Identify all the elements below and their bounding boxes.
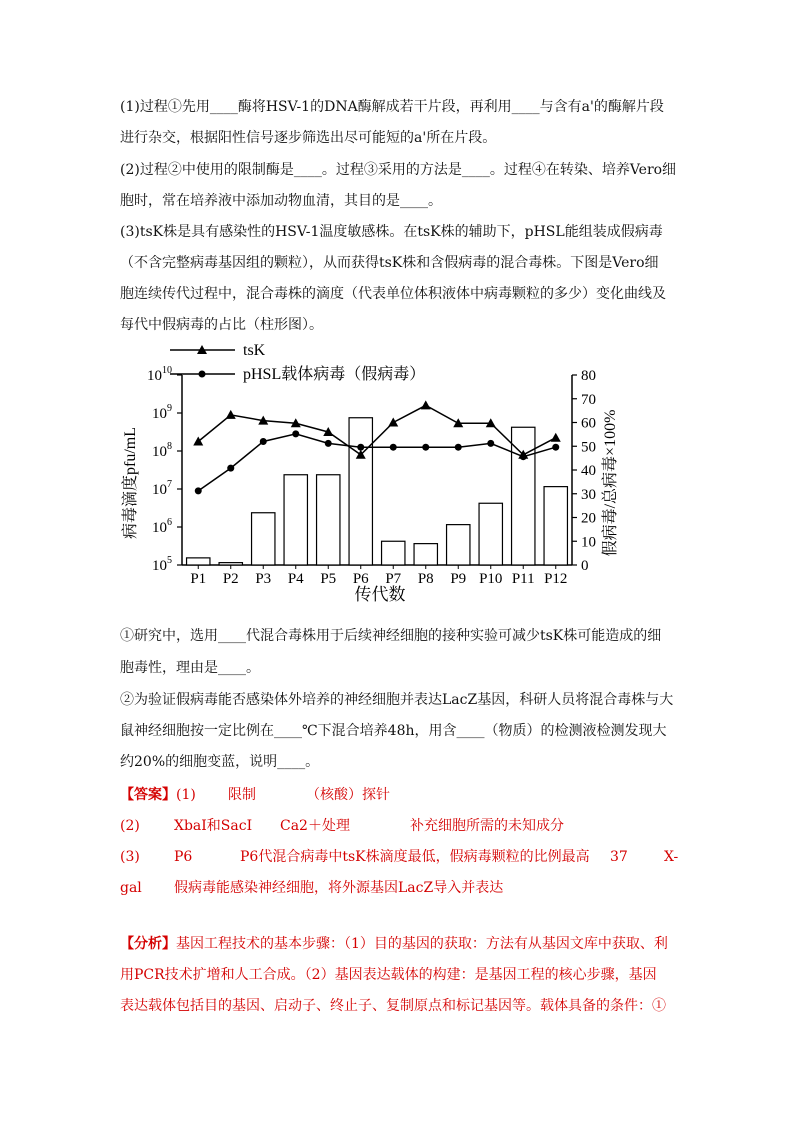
x-tick-label: P8 <box>417 571 434 587</box>
y-left-tick-label: $10^5$ <box>152 555 172 574</box>
bar <box>219 563 242 565</box>
phsl-point <box>357 444 364 451</box>
bar <box>447 525 470 565</box>
answer-3-part1: P6 <box>174 849 193 865</box>
y-right-tick-label: 10 <box>581 534 596 551</box>
bar <box>284 475 307 565</box>
series-line <box>198 434 556 491</box>
q2-line1: (2)过程②中使用的限制酶是____。过程③采用的方法是____。过程④在转染、培养Vero细 <box>120 162 677 178</box>
analysis-line3: 表达载体包括目的基因、启动子、终止子、复制原点和标记基因等。载体具备的条件：① <box>120 998 666 1014</box>
x-tick-label: P5 <box>320 571 337 587</box>
phsl-point <box>455 444 462 451</box>
x-tick-label: P3 <box>255 571 272 587</box>
answer-label: 【答案】 <box>120 787 176 803</box>
x-tick-label: P11 <box>511 571 535 587</box>
bar-series <box>187 418 568 565</box>
bar <box>252 513 275 565</box>
legend-tsk: tsK <box>243 342 266 359</box>
titer-chart <box>110 335 650 610</box>
answer-3-part6: 假病毒能感染神经细胞，将外源基因LacZ导入并表达 <box>174 880 504 896</box>
x-tick-label: P9 <box>450 571 467 587</box>
phsl-point <box>520 453 527 460</box>
answer-3-part2: P6代混合病毒中tsK株滴度最低，假病毒颗粒的比例最高 <box>240 849 590 865</box>
y-right-tick-label: 0 <box>581 558 589 574</box>
chart-legend <box>170 342 425 383</box>
tsk-point <box>226 410 236 419</box>
bar <box>544 487 567 565</box>
q3-line2: （不含完整病毒基因组的颗粒），从而获得tsK株和含假病毒的混合毒株。下图是Vero细 <box>120 255 659 271</box>
phsl-point <box>227 465 234 472</box>
y-right-tick-label: 60 <box>581 415 596 432</box>
y-right-tick-label: 40 <box>581 463 596 479</box>
q2-line2: 胞时，常在培养液中添加动物血清，其目的是____。 <box>120 193 442 209</box>
y-axis-right-label: 假病毒/总病毒×100% <box>602 409 619 557</box>
analysis-line1: 基因工程技术的基本步骤：（1）目的基因的获取：方法有从基因文库中获取、利 <box>176 936 668 952</box>
q3-line3: 胞连续传代过程中，混合毒株的滴度（代表单位体积液体中病毒颗粒的多少）变化曲线及 <box>120 286 666 302</box>
bar <box>479 503 502 565</box>
x-tick-label: P6 <box>352 571 369 587</box>
y-right-tick-label: 80 <box>581 368 596 384</box>
x-tick-label: P4 <box>287 571 304 587</box>
tsk-point <box>421 400 431 409</box>
bar <box>187 558 210 565</box>
answer-2-part1: XbaI和SacI <box>174 818 253 834</box>
analysis-label: 【分析】 <box>120 936 176 952</box>
answer-3-num: (3) <box>120 849 140 865</box>
y-left-tick-label: $10^8$ <box>152 441 172 460</box>
sub1-line2: 胞毒性，理由是____。 <box>120 660 260 676</box>
tsk-point <box>551 433 561 442</box>
line-series <box>193 400 561 494</box>
y-right-tick-label: 30 <box>581 486 596 503</box>
bar <box>414 544 437 565</box>
sub2-line1: ②为验证假病毒能否感染体外培养的神经细胞并表达LacZ基因，科研人员将混合毒株与大 <box>120 692 674 708</box>
phsl-point <box>390 444 397 451</box>
y-axis-left-label: 病毒滴度pfu/mL <box>122 427 139 539</box>
x-tick-label: P7 <box>385 571 402 587</box>
sub2-line3: 约20%的细胞变蓝，说明____。 <box>120 754 320 770</box>
q1-line2: 进行杂交，根据阳性信号逐步筛选出尽可能短的a'所在片段。 <box>120 130 497 146</box>
y-right-tick-label: 20 <box>581 510 596 527</box>
phsl-point <box>552 444 559 451</box>
answer-1-num: (1) <box>176 787 196 803</box>
x-tick-label: P10 <box>479 571 503 587</box>
answer-1-part2: （核酸）探针 <box>306 787 390 803</box>
bar <box>382 541 405 565</box>
phsl-point <box>487 440 494 447</box>
q3-line1: (3)tsK株是具有感染性的HSV-1温度敏感株。在tsK株的辅助下，pHSL能组装成假病毒 <box>120 224 663 240</box>
answer-3-part4: X- <box>664 849 679 865</box>
phsl-point <box>292 430 299 437</box>
phsl-point <box>260 438 267 445</box>
bar <box>512 427 535 565</box>
analysis-line2: 用PCR技术扩增和人工合成。（2）基因表达载体的构建：是基因工程的核心步骤，基因 <box>120 967 657 983</box>
phsl-point <box>195 487 202 494</box>
bar <box>349 418 372 565</box>
answer-3-part3: 37 <box>610 849 628 865</box>
x-tick-label: P2 <box>222 571 239 587</box>
y-left-tick-label: $10^6$ <box>152 517 172 536</box>
answer-1-part1: 限制 <box>228 787 256 803</box>
x-tick-label: P1 <box>190 571 207 587</box>
sub1-line1: ①研究中，选用____代混合毒株用于后续神经细胞的接种实验可减少tsK株可能造成的细 <box>120 628 662 644</box>
q3-line4: 每代中假病毒的占比（柱形图）。 <box>120 317 323 333</box>
bar <box>317 475 340 565</box>
y-right-tick-label: 50 <box>581 439 596 456</box>
answer-3-part5: gal <box>120 880 142 896</box>
legend-phsl: pHSL载体病毒（假病毒） <box>243 366 426 383</box>
x-axis-label: 传代数 <box>354 585 406 604</box>
y-left-tick-label: $10^7$ <box>152 479 172 498</box>
answer-2-num: (2) <box>120 818 140 834</box>
y-left-tick-label: $10^9$ <box>152 403 172 422</box>
sub2-line2: 鼠神经细胞按一定比例在____℃下混合培养48h，用含____（物质）的检测液检测发现大 <box>120 723 667 739</box>
x-tick-label: P12 <box>544 571 568 587</box>
phsl-point <box>325 440 332 447</box>
answer-2-part3: 补充细胞所需的未知成分 <box>410 818 564 834</box>
phsl-point <box>422 444 429 451</box>
y-left-tick-label: $10^{10}$ <box>147 365 172 384</box>
answer-2-part2: Ca2＋处理 <box>280 818 350 834</box>
tsk-point <box>388 418 398 427</box>
y-right-tick-label: 70 <box>581 391 596 408</box>
q1-line1: (1)过程①先用____酶将HSV-1的DNA酶解成若干片段，再利用____与含有a'的酶解片段 <box>120 99 664 115</box>
